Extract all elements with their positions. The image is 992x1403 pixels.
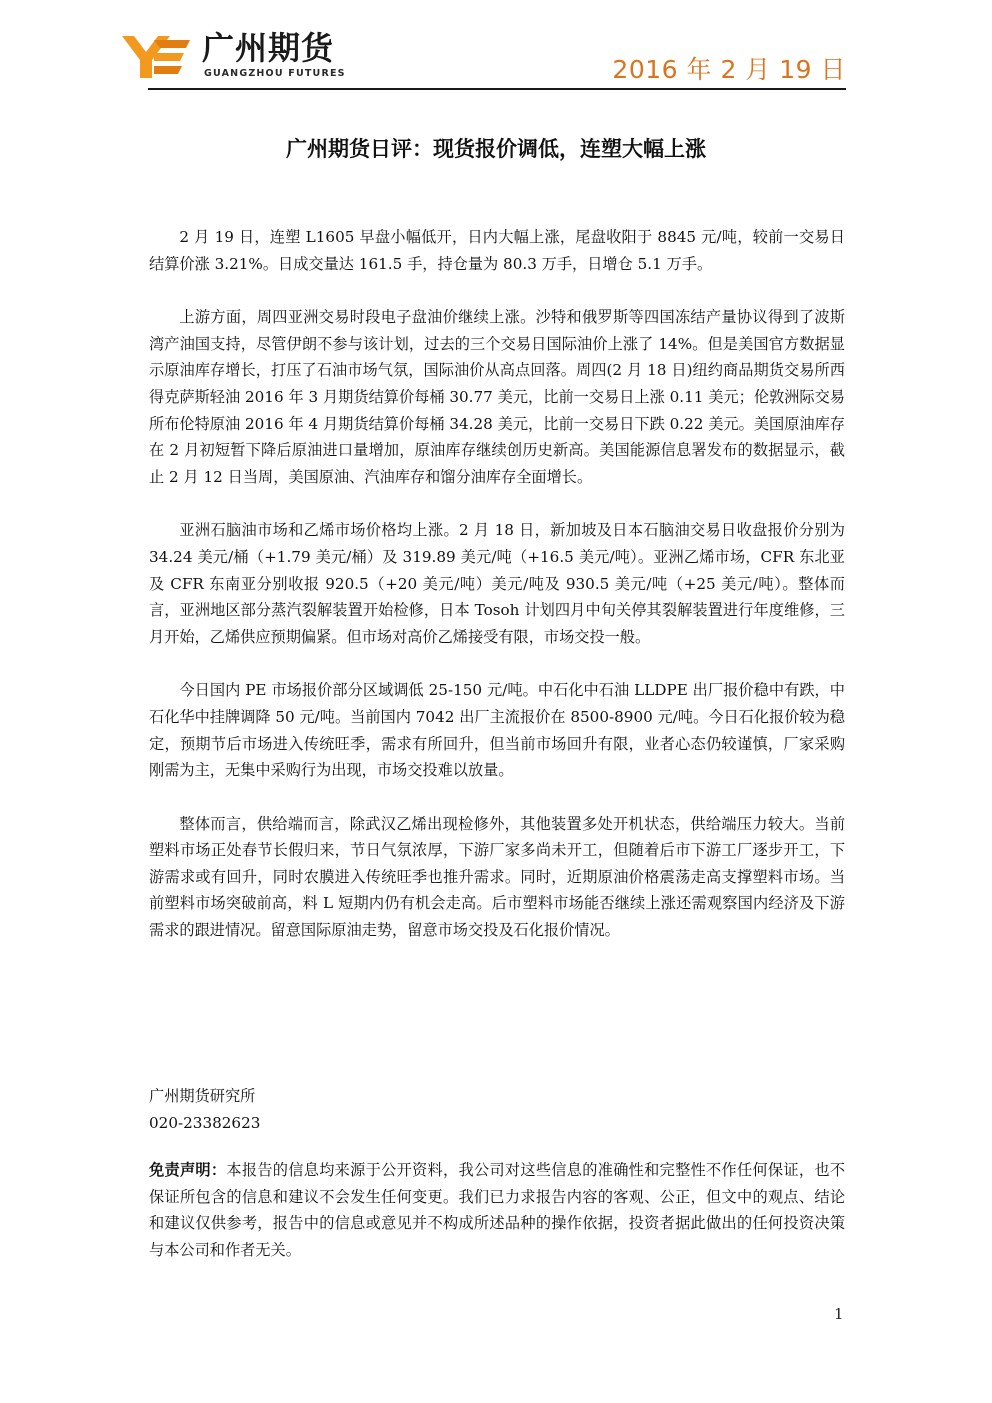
disclaimer-label: 免责声明： bbox=[149, 1161, 227, 1179]
page-header bbox=[120, 28, 846, 90]
paragraph-upstream-oil: 上游方面，周四亚洲交易时段电子盘油价继续上涨。沙特和俄罗斯等四国冻结产量协议得到了波斯湾产油国支持，尽管伊朗不参与该计划，过去的三个交易日国际油价上涨了 14%。但是美国官方数据显示原油库存增长，打压了石油市场气氛，国际油价从高点回落。周四(2 月 18 日)纽约商品期货交易所西得克萨斯轻油 2016 年 3 月期货结算价每桶 30.77 美元，比前一交易日上涨 0.11 美元；伦敦洲际交易所布伦特原油 2016 年 4 月期货结算价每桶 34.28 美元，比前一交易日下跌 0.22 美元。美国原油库存在 2 月初短暂下降后原油进口量增加，原油库存继续创历史新高。美国能源信息署发布的数据显示，截止 2 月 12 日当周，美国原油、汽油库存和馏分油库存全面增长。 bbox=[149, 308, 845, 486]
disclaimer-text: 本报告的信息均来源于公开资料，我公司对这些信息的准确性和完整性不作任何保证，也不保证所包含的信息和建议不会发生任何变更。我们已力求报告内容的客观、公正，但文中的观点、结论和建议仅供参考，报告中的信息或意见并不构成所述品种的操作依据，投资者据此做出的任何投资决策与本公司和作者无关。 bbox=[149, 1161, 846, 1259]
company-name-en: GUANGZHOU FUTURES bbox=[204, 68, 346, 79]
disclaimer bbox=[149, 1157, 845, 1263]
report-body bbox=[149, 224, 845, 971]
paragraph-outlook: 整体而言，供给端而言，除武汉乙烯出现检修外，其他装置多处开机状态，供给端压力较大。当前塑料市场正处春节长假归来，节日气氛浓厚，下游厂家多尚未开工，但随着后市下游工厂逐步开工，下游需求或有回升，同时农膜进入传统旺季也推升需求。同时，近期原油价格震荡走高支撑塑料市场。当前塑料市场突破前高，料 L 短期内仍有机会走高。后市塑料市场能否继续上涨还需观察国内经济及下游需求的跟进情况。留意国际原油走势，留意市场交投及石化报价情况。 bbox=[149, 814, 845, 940]
signature-org: 广州期货研究所 bbox=[149, 1087, 256, 1105]
company-logo-icon bbox=[120, 32, 192, 80]
signature-block bbox=[149, 1083, 260, 1136]
header-divider bbox=[148, 88, 846, 90]
paragraph-domestic-pe: 今日国内 PE 市场报价部分区域调低 25-150 元/吨。中石化中石油 LLDPE 出厂报价稳中有跌，中石化华中挂牌调降 50 元/吨。当前国内 7042 出厂主流报价在 8500-8900 元/吨。今日石化报价较为稳定，预期节后市场进入传统旺季，需求有所回升，但当前市场回升有限，业者心态仍较谨慎，厂家采购刚需为主，无集中采购行为出现，市场交投难以放量。 bbox=[149, 681, 845, 780]
report-date: 2016 年 2 月 19 日 bbox=[612, 55, 846, 84]
paragraph-market-summary: 2 月 19 日，连塑 L1605 早盘小幅低开，日内大幅上涨，尾盘收阳于 8845 元/吨，较前一交易日结算价涨 3.21%。日成交量达 161.5 手，持仓量为 80.3 万手，日增仓 5.1 万手。 bbox=[149, 228, 845, 273]
paragraph-naphtha-ethylene: 亚洲石脑油市场和乙烯市场价格均上涨。2 月 18 日，新加坡及日本石脑油交易日收盘报价分别为 34.24 美元/桶（+1.79 美元/桶）及 319.89 美元/吨（+16.5 美元/吨）。亚洲乙烯市场，CFR 东北亚及 CFR 东南亚分别收报 920.5（+20 美元/吨）美元/吨及 930.5 美元/吨（+25 美元/吨）。整体而言，亚洲地区部分蒸汽裂解装置开始检修，日本 Tosoh 计划四月中旬关停其裂解装置进行年度维修，三月开始，乙烯供应预期偏紧。但市场对高价乙烯接受有限，市场交投一般。 bbox=[149, 521, 845, 646]
company-name-cn: 广州期货 bbox=[202, 29, 335, 67]
report-title: 广州期货日评：现货报价调低，连塑大幅上涨 bbox=[286, 137, 706, 161]
page-number: 1 bbox=[834, 1305, 844, 1323]
signature-phone: 020-23382623 bbox=[149, 1113, 261, 1132]
